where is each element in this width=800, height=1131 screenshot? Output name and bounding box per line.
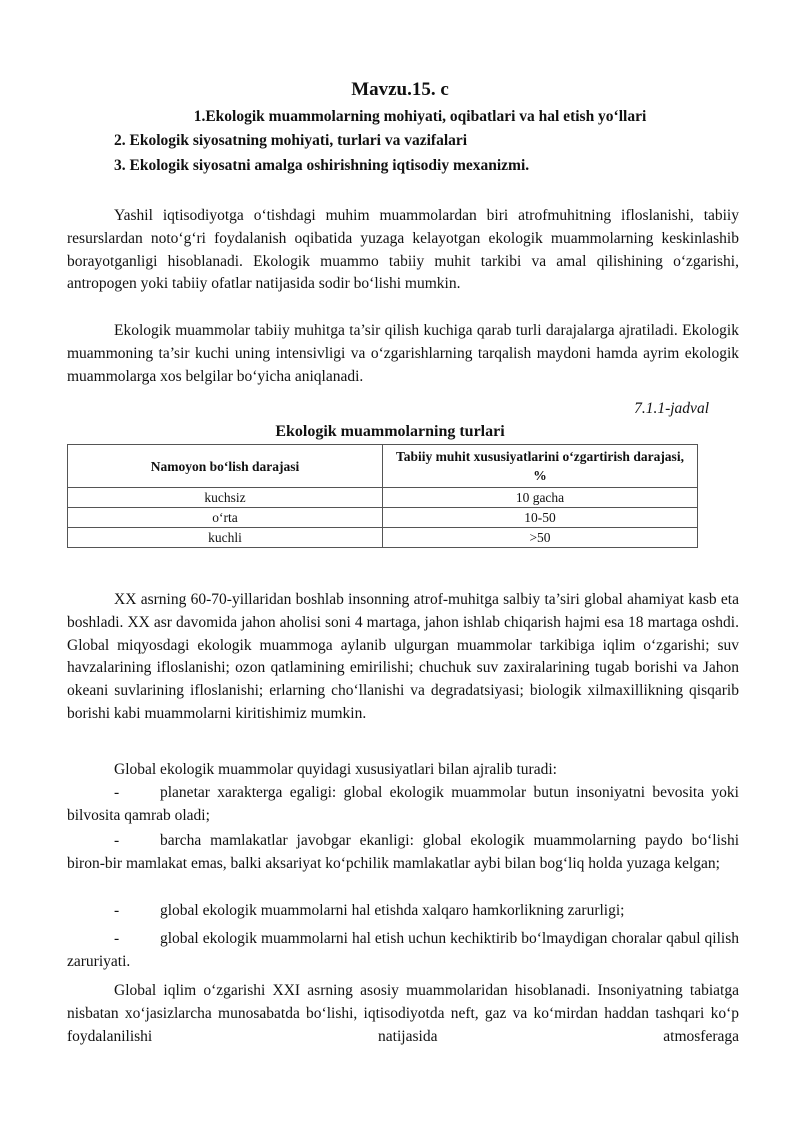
list-dash: - xyxy=(114,930,120,947)
table-header-cell: Tabiiy muhit xususiyatlarini o‘zgartirish darajasi, % xyxy=(383,445,698,488)
list-item xyxy=(67,928,739,974)
paragraph-intro: Yashil iqtisodiyotga o‘tishdagi muhim muammolardan biri atrofmuhitning ifloslanishi, tabiiy resurslardan noto‘g‘ri foydalanish oqibatida yuzaga kelayotgan ekologik muammolarning keskinlashib borayotganligi hisoblanadi. Ekologik muammo tabiiy muhit tarkibi va amal qilishining o‘zgarishi, antropogen yoki tabiiy ofatlar natijasida sodir bo‘lishi mumkin. xyxy=(67,207,739,293)
list-dash: - xyxy=(114,832,120,849)
list-item-text: global ekologik muammolarni hal etish uchun kechiktirib bo‘lmaydigan choralar qabul qilish zaruriyati. xyxy=(67,930,739,970)
table-cell: o‘rta xyxy=(68,508,383,528)
paragraph-levels: Ekologik muammolar tabiiy muhitga ta’sir qilish kuchiga qarab turli darajalarga ajratiladi. Ekologik muammoning ta’sir kuchi uning intensivligi va o‘zgarishlarning tarqalish maydoni hamda ayrim ekologik muammolarga xos belgilar bo‘yicha aniqlanadi. xyxy=(67,322,739,385)
list-dash: - xyxy=(114,784,120,801)
topic-2: 2. Ekologik siyosatning mohiyati, turlari va vazifalari xyxy=(114,132,468,149)
table-header-cell: Namoyon bo‘lish darajasi xyxy=(68,445,383,488)
table-row xyxy=(68,508,698,528)
table-caption: 7.1.1-jadval xyxy=(634,400,709,417)
list-item xyxy=(67,900,739,923)
topic-1: 1.Ekologik muammolarning mohiyati, oqibatlari va hal etish yo‘llari xyxy=(193,108,647,125)
table-row xyxy=(68,528,698,548)
paragraph-climate: Global iqlim o‘zgarishi XXI asrning asosiy muammolaridan hisoblanadi. Insoniyatning tabiatga nisbatan xo‘jasizlarcha munosabatda bo‘lishi, iqtisodiyotda neft, gaz va ko‘mirdan haddan tashqari ko‘p foydalanilishi natijasida atmosferaga xyxy=(67,982,739,1045)
table-title: Ekologik muammolarning turlari xyxy=(275,423,505,440)
table-cell: >50 xyxy=(383,528,698,548)
table-header-row xyxy=(68,445,698,488)
list-dash: - xyxy=(114,902,120,919)
list-item-text: barcha mamlakatlar javobgar ekanligi: global ekologik muammolarning paydo bo‘lishi biron-bir mamlakat emas, balki aksariyat ko‘pchilik mamlakatlar aybi bilan bog‘liq holda yuzaga kelgan; xyxy=(67,832,739,872)
table-cell: kuchsiz xyxy=(68,488,383,508)
list-item xyxy=(67,782,739,828)
list-item-text: planetar xarakterga egaligi: global ekologik muammolar butun insoniyatni bevosita yoki bilvosita qamrab oladi; xyxy=(67,784,739,824)
table-row xyxy=(68,488,698,508)
topic-3: 3. Ekologik siyosatni amalga oshirishning iqtisodiy mexanizmi. xyxy=(114,157,530,174)
list-item xyxy=(67,830,739,876)
table-cell: 10 gacha xyxy=(383,488,698,508)
table-cell: 10-50 xyxy=(383,508,698,528)
table-cell: kuchli xyxy=(68,528,383,548)
ecological-problems-table xyxy=(67,444,698,548)
paragraph-global: XX asrning 60-70-yillaridan boshlab insonning atrof-muhitga salbiy ta’siri global ahamiyat kasb eta boshladi. XX asr davomida jahon aholisi soni 4 martaga, jahon ishlab chiqarish hajmi esa 18 martaga oshdi. Global miqyosdagi ekologik muammoga aylanib ulgurgan muammolar tarkibiga iqlim o‘zgarishi; suv havzalarining ifloslanishi; ozon qatlamining emirilishi; chuchuk suv zaxiralarining tugab borishi va Jahon okeani suvlarining ifloslanishi; erlarning cho‘llanishi va degradatsiyasi; biologik xilmaxillikning qisqarib borishi kabi muammolarni kiritishimiz mumkin. xyxy=(67,591,739,722)
page-title: Mavzu.15. c xyxy=(351,79,449,100)
list-item-text: global ekologik muammolarni hal etishda xalqaro hamkorlikning zarurligi; xyxy=(160,902,625,919)
paragraph-features-intro: Global ekologik muammolar quyidagi xususiyatlari bilan ajralib turadi: xyxy=(114,761,557,778)
